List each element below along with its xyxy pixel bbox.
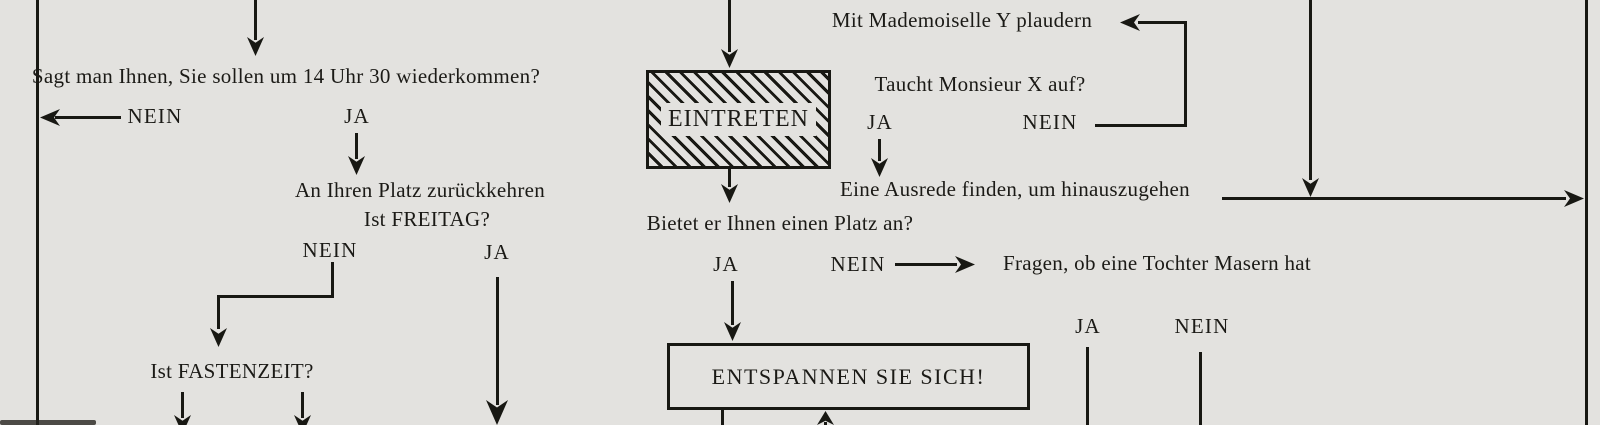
answer-come-back-yes: JA — [344, 104, 370, 128]
question-offer-seat: Bietet er Ihnen einen Platz an? — [646, 211, 914, 235]
flow-line-top-right — [1309, 0, 1312, 180]
question-lent: Ist FASTENZEIT? — [150, 359, 314, 383]
flow-line-enter-down — [728, 169, 731, 187]
question-monsieur-x: Taucht Monsieur X auf? — [874, 72, 1086, 96]
flow-line-measles-no — [1199, 352, 1202, 425]
arrowhead-down-icon — [1302, 178, 1319, 197]
enter-box — [646, 70, 831, 169]
arrowhead-right-icon — [1564, 190, 1584, 207]
flow-line-no-left — [55, 116, 121, 119]
flow-line-seat-no — [895, 263, 957, 266]
flow-line-lent-left — [181, 392, 184, 418]
flow-elbow-segment — [1095, 124, 1187, 127]
flow-line-seat-yes — [731, 281, 734, 325]
flow-line-monsieur-yes — [878, 139, 881, 161]
arrowhead-right-icon — [955, 256, 975, 273]
flow-elbow-segment — [217, 295, 334, 298]
flow-line-relax-down — [721, 410, 724, 425]
relax-box-label: ENTSPANNEN SIE SICH! — [711, 363, 986, 389]
answer-friday-no: NEIN — [302, 238, 358, 262]
enter-box-label: EINTRETEN — [661, 103, 816, 136]
answer-measles-no: NEIN — [1174, 314, 1230, 338]
answer-monsieur-no: NEIN — [1022, 110, 1078, 134]
answer-measles-yes: JA — [1075, 314, 1101, 338]
arrowhead-down-icon — [210, 328, 227, 347]
flow-line-friday-yes — [496, 277, 499, 405]
answer-seat-no: NEIN — [830, 252, 886, 276]
flow-elbow-segment — [217, 295, 220, 329]
arrowhead-left-icon — [1120, 14, 1140, 31]
relax-box — [667, 343, 1030, 410]
flow-line-top-left — [254, 0, 257, 40]
answer-seat-yes: JA — [713, 252, 739, 276]
action-chat-mademoiselle: Mit Mademoiselle Y plaudern — [831, 8, 1093, 32]
answer-come-back-no: NEIN — [127, 104, 183, 128]
scan-smudge — [0, 420, 96, 425]
flow-line-top-center — [728, 0, 731, 52]
flow-elbow-segment — [331, 262, 334, 298]
action-find-excuse: Eine Ausrede finden, um hinauszugehen — [840, 177, 1190, 201]
flow-line-measles-yes — [1086, 347, 1089, 425]
flow-line-yes-down — [355, 133, 358, 159]
flow-line-lent-right — [301, 392, 304, 418]
answer-monsieur-yes: JA — [867, 110, 893, 134]
question-come-back: Sagt man Ihnen, Sie sollen um 14 Uhr 30 wiederkommen? — [31, 64, 541, 88]
flow-elbow-segment — [1138, 21, 1187, 24]
answer-friday-yes: JA — [484, 240, 510, 264]
flow-elbow-segment — [1184, 21, 1187, 127]
action-return-to-seat: An Ihren Platz zurückkehren — [294, 178, 546, 202]
flow-line-excuse — [1222, 197, 1566, 200]
right-rail-line — [1585, 0, 1588, 425]
question-friday: Ist FREITAG? — [363, 207, 491, 231]
action-ask-measles: Fragen, ob eine Tochter Masern hat — [1002, 251, 1312, 275]
